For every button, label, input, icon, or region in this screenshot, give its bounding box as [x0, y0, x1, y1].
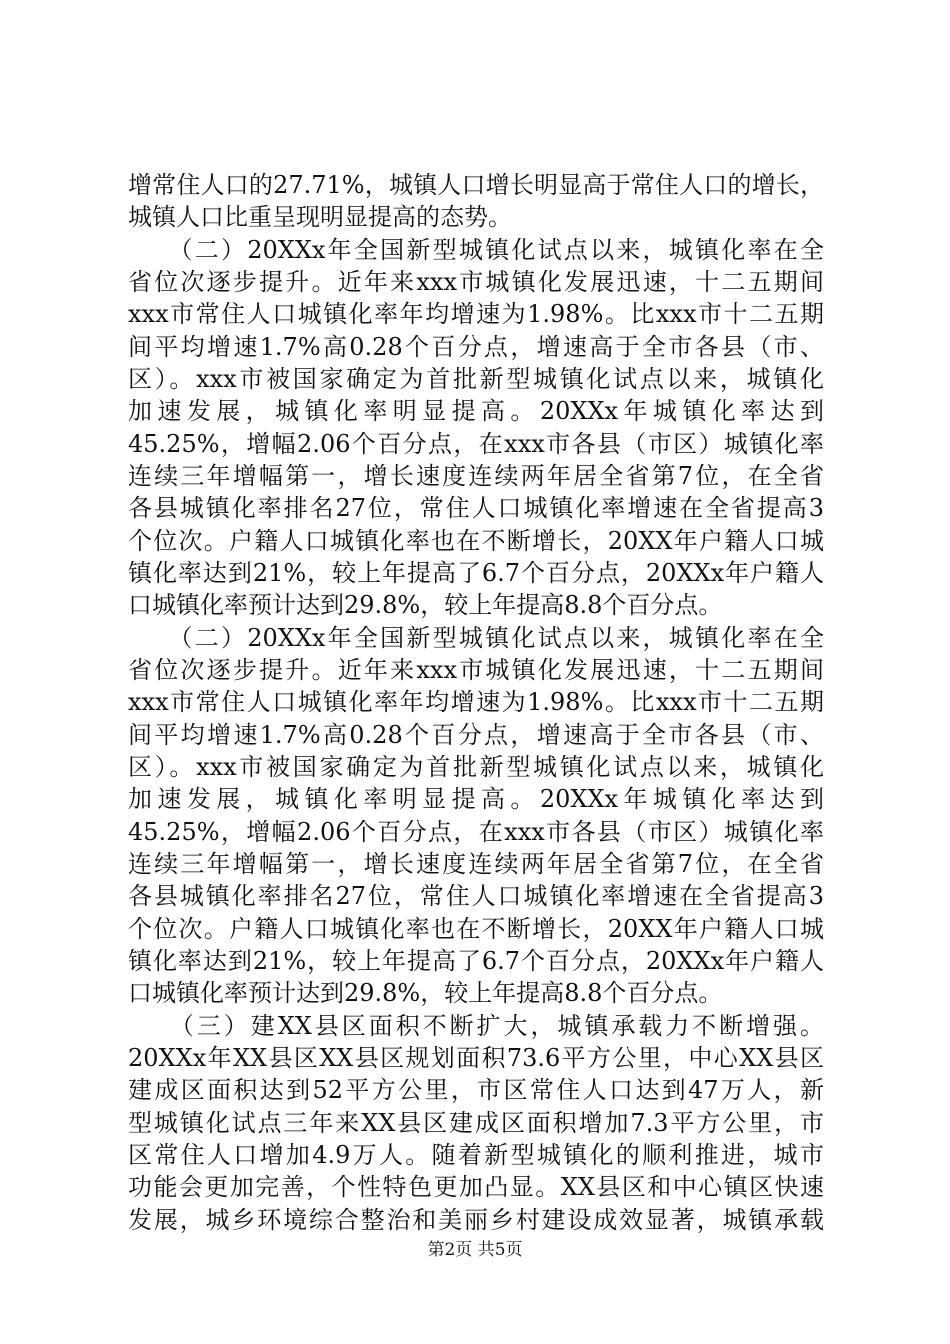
text-line: 口城镇化率预计达到29.8%，较上年提高8.8个百分点。 — [128, 591, 723, 619]
text-line: 加速发展，城镇化率明显提高。20XXx年城镇化率达到 — [128, 397, 824, 425]
text-line: 区）。xxx市被国家确定为首批新型城镇化试点以来，城镇化 — [128, 365, 824, 393]
text-line: 口城镇化率预计达到29.8%，较上年提高8.8个百分点。 — [128, 979, 723, 1007]
text-line: 增常住人口的27.71%，城镇人口增长明显高于常住人口的增长， — [128, 171, 824, 199]
text-line: 省位次逐步提升。近年来xxx市城镇化发展迅速，十二五期间 — [128, 268, 824, 296]
text-line: 功能会更加完善，个性特色更加凸显。XX县区和中心镇区快速 — [128, 1173, 824, 1201]
text-line: 各县城镇化率排名27位，常住人口城镇化率增速在全省提高3 — [128, 882, 824, 910]
text-line: 个位次。户籍人口城镇化率也在不断增长，20XX年户籍人口城 — [128, 527, 824, 555]
text-line: 发展，城乡环境综合整治和美丽乡村建设成效显著，城镇承载 — [128, 1206, 824, 1234]
text-line: 镇化率达到21%，较上年提高了6.7个百分点，20XXx年户籍人 — [128, 559, 824, 587]
text-line: 各县城镇化率排名27位，常住人口城镇化率增速在全省提高3 — [128, 494, 824, 522]
text-line: 45.25%，增幅2.06个百分点，在xxx市各县（市区）城镇化率 — [128, 818, 824, 846]
text-line: 区）。xxx市被国家确定为首批新型城镇化试点以来，城镇化 — [128, 753, 824, 781]
text-line: 型城镇化试点三年来XX县区建成区面积增加7.3平方公里，市 — [128, 1109, 824, 1137]
text-line: 区常住人口增加4.9万人。随着新型城镇化的顺利推进，城市 — [128, 1141, 824, 1169]
text-line: xxx市常住人口城镇化率年均增速为1.98%。比xxx市十二五期 — [128, 688, 824, 716]
text-line: 个位次。户籍人口城镇化率也在不断增长，20XX年户籍人口城 — [128, 915, 824, 943]
text-line: xxx市常住人口城镇化率年均增速为1.98%。比xxx市十二五期 — [128, 300, 824, 328]
text-line: （三）建XX县区面积不断扩大，城镇承载力不断增强。 — [128, 1012, 824, 1040]
text-line: （二）20XXx年全国新型城镇化试点以来，城镇化率在全 — [128, 624, 824, 652]
text-line: 连续三年增幅第一，增长速度连续两年居全省第7位，在全省 — [128, 462, 824, 490]
text-line: 间平均增速1.7%高0.28个百分点，增速高于全市各县（市、 — [128, 721, 824, 749]
text-line: 建成区面积达到52平方公里，市区常住人口达到47万人，新 — [128, 1076, 824, 1104]
text-line: 45.25%，增幅2.06个百分点，在xxx市各县（市区）城镇化率 — [128, 430, 824, 458]
text-line: 省位次逐步提升。近年来xxx市城镇化发展迅速，十二五期间 — [128, 656, 824, 684]
text-line: 镇化率达到21%，较上年提高了6.7个百分点，20XXx年户籍人 — [128, 947, 824, 975]
text-line: 城镇人口比重呈现明显提高的态势。 — [128, 203, 512, 231]
text-line: 20XXx年XX县区XX县区规划面积73.6平方公里，中心XX县区 — [128, 1044, 824, 1072]
page-footer: 第2页 共5页 — [427, 1240, 523, 1260]
text-line: 加速发展，城镇化率明显提高。20XXx年城镇化率达到 — [128, 785, 824, 813]
text-line: （二）20XXx年全国新型城镇化试点以来，城镇化率在全 — [128, 236, 824, 264]
text-line: 间平均增速1.7%高0.28个百分点，增速高于全市各县（市、 — [128, 333, 824, 361]
text-line: 连续三年增幅第一，增长速度连续两年居全省第7位，在全省 — [128, 850, 824, 878]
